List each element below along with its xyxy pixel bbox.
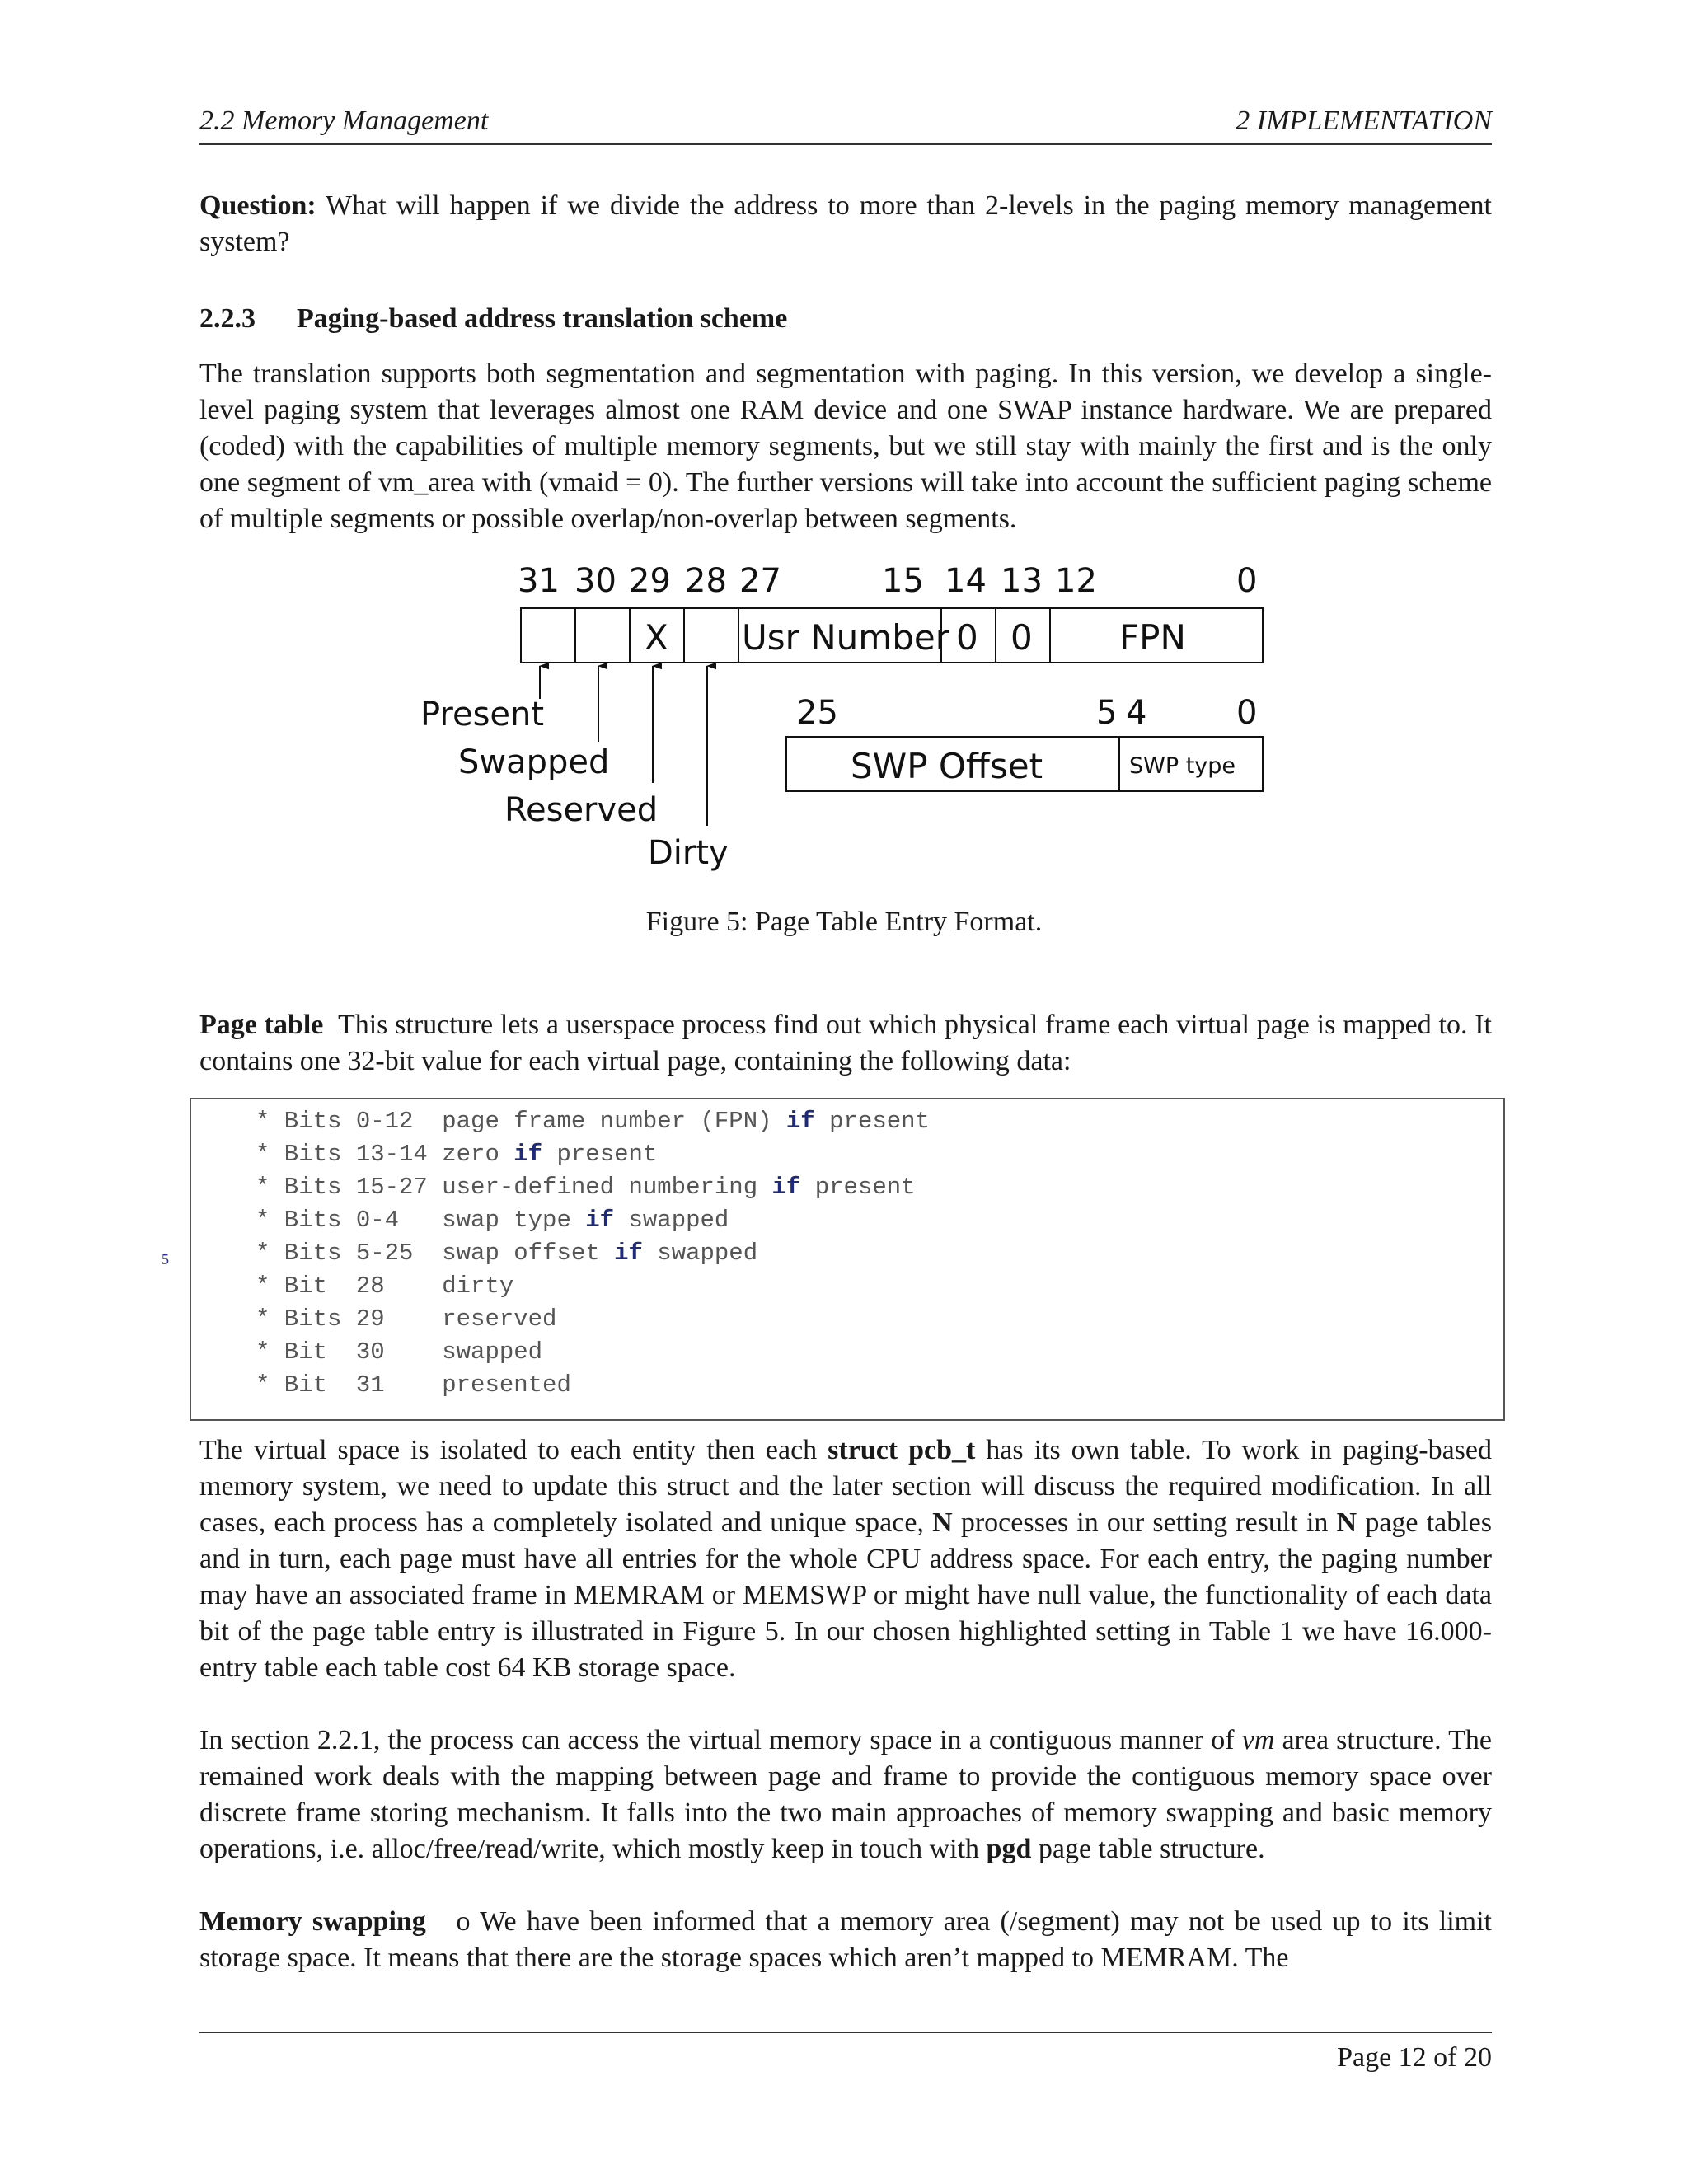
bit-label-25: 25 bbox=[796, 694, 838, 732]
pte-format-figure bbox=[404, 552, 1286, 882]
code-line: * Bit 30 swapped bbox=[256, 1338, 543, 1366]
flag-present: Present bbox=[420, 696, 545, 733]
bit-label-5: 5 bbox=[1096, 694, 1118, 732]
code-line: * Bit 31 presented bbox=[256, 1371, 571, 1399]
page-table-text: This structure lets a userspace process find out which physical frame each virtual page is mapped to. It contains one 32-bit value for each virtual page, containing the following data: bbox=[199, 1010, 1492, 1076]
memory-swapping-label: Memory swapping bbox=[199, 1906, 426, 1937]
bit-label-4: 4 bbox=[1126, 694, 1147, 732]
code-line: * Bits 13-14 zero if present bbox=[256, 1141, 658, 1168]
page-table-label: Page table bbox=[199, 1010, 324, 1040]
virtual-space-paragraph: The virtual space is isolated to each entity then each struct pcb_t has its own table. To work in paging-based memory system, we need to update this struct and the later section will discuss the required modification. In all cases, each process has a completely isolated and unique space, N processes in our setting result in N page tables and in turn, each page must have all entries for the whole CPU address space. For each entry, the paging number may have an associated frame in MEMRAM or MEMSWP or might have null value, the functionality of each data bit of the page table entry is illustrated in Figure 5. In our chosen highlighted setting in Table 1 we have 16.000-entry table each table cost 64 KB storage space. bbox=[199, 1435, 1492, 1683]
section-heading bbox=[199, 303, 787, 335]
header-section: 2.2 Memory Management bbox=[199, 105, 489, 136]
page-table-paragraph bbox=[199, 1007, 1492, 1080]
header-chapter: 2 IMPLEMENTATION bbox=[1236, 105, 1492, 136]
bit-label-0-bottom: 0 bbox=[1236, 694, 1258, 732]
field-usr-number: Usr Number bbox=[742, 617, 950, 658]
code-line-number: 5 bbox=[162, 1251, 169, 1268]
field-swp-type: SWP type bbox=[1129, 753, 1236, 779]
code-line: * Bits 29 reserved bbox=[256, 1305, 557, 1333]
intro-paragraph: The translation supports both segmentation and segmentation with paging. In this version, we develop a single-level paging system that leverages almost one RAM device and one SWAP instance hardware. We are prepared (coded) with the capabilities of multiple memory segments, but we still stay with mainly the first and is the only one segment of vm_area with (vmaid = 0). The further versions will take into account the sufficient paging scheme of multiple segments or possible overlap/non-overlap between segments. bbox=[199, 359, 1492, 534]
bit-label-0-top: 0 bbox=[1236, 562, 1258, 600]
code-line: * Bit 28 dirty bbox=[256, 1272, 514, 1300]
flag-swapped: Swapped bbox=[458, 743, 610, 781]
field-swp-offset: SWP Offset bbox=[851, 746, 1043, 786]
section-number: 2.2.3 bbox=[199, 303, 256, 334]
section-title: Paging-based address translation scheme bbox=[297, 303, 788, 334]
code-line: * Bits 0-4 swap type if swapped bbox=[256, 1207, 729, 1234]
memory-swapping-text: o We have been informed that a memory area (/segment) may not be used up to its limit storage space. It means that there are the storage spaces which aren’t mapped to MEMRAM. The bbox=[199, 1906, 1492, 1973]
running-header bbox=[199, 102, 1492, 145]
bit-label-12: 12 bbox=[1055, 562, 1097, 600]
bit-label-15: 15 bbox=[882, 562, 924, 600]
question-label: Question: bbox=[199, 190, 316, 221]
code-line: * Bits 0-12 page frame number (FPN) if present bbox=[256, 1108, 930, 1135]
field-x: X bbox=[645, 617, 668, 658]
footer-rule bbox=[199, 2032, 1492, 2033]
section-221-paragraph: In section 2.2.1, the process can access the virtual memory space in a contiguous manner of vm area structure. The remained work deals with the mapping between page and frame to provide the contiguous memory space over discrete frame storing mechanism. It falls into the two main approaches of memory swapping and basic memory operations, i.e. alloc/free/read/write, which mostly keep in touch with pgd page table structure. bbox=[199, 1725, 1492, 1864]
figure-caption: Figure 5: Page Table Entry Format. bbox=[645, 907, 1043, 937]
field-fpn: FPN bbox=[1119, 617, 1186, 658]
code-line: * Bits 5-25 swap offset if swapped bbox=[256, 1240, 758, 1267]
field-zero-14: 0 bbox=[956, 617, 978, 658]
flag-dirty: Dirty bbox=[648, 834, 729, 872]
code-listing bbox=[190, 1098, 1505, 1421]
page-number: Page 12 of 20 bbox=[1337, 2042, 1492, 2073]
question-paragraph bbox=[199, 188, 1492, 260]
bit-label-28: 28 bbox=[685, 562, 727, 600]
bit-label-13: 13 bbox=[1001, 562, 1043, 600]
field-zero-13: 0 bbox=[1010, 617, 1033, 658]
code-line: * Bits 15-27 user-defined numbering if present bbox=[256, 1174, 916, 1201]
bit-label-14: 14 bbox=[945, 562, 987, 600]
flag-reserved: Reserved bbox=[504, 791, 659, 829]
question-text: What will happen if we divide the address to more than 2-levels in the paging memory management system? bbox=[199, 190, 1493, 257]
bit-label-29: 29 bbox=[629, 562, 671, 600]
memory-swapping-paragraph bbox=[199, 1904, 1492, 1976]
bit-label-31: 31 bbox=[518, 562, 560, 600]
bit-label-27: 27 bbox=[739, 562, 781, 600]
bit-label-30: 30 bbox=[574, 562, 617, 600]
